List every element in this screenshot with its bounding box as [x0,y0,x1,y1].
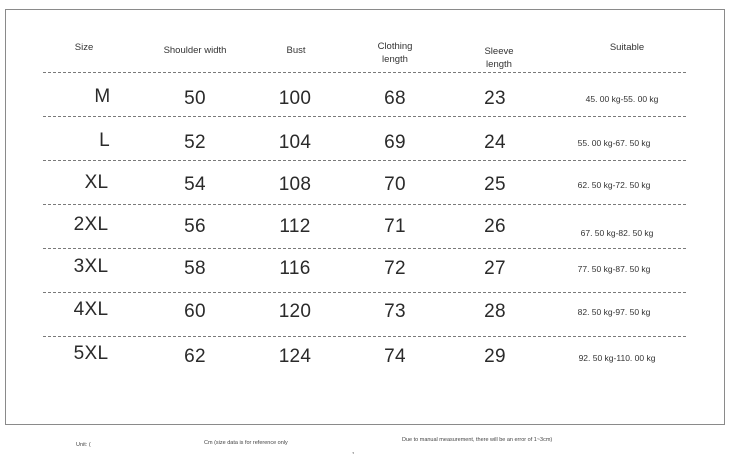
header-sleeve-line-2: length [486,59,512,70]
sleeve-cell: 29 [484,346,506,367]
size-cell: L [99,130,110,151]
bust-cell: 112 [279,216,311,237]
header-clothing-length [360,40,430,66]
suitable-cell: 77. 50 kg-87. 50 kg [577,264,651,274]
row-divider [43,336,686,337]
length-cell: 71 [384,216,406,237]
sleeve-cell: 27 [484,258,506,279]
size-cell: 3XL [73,256,109,277]
suitable-cell: 55. 00 kg-67. 50 kg [577,138,651,148]
length-cell: 68 [384,88,406,109]
suitable-cell: 82. 50 kg-97. 50 kg [577,307,651,317]
bust-cell: 108 [278,174,312,195]
row-divider [43,160,686,161]
bust-cell: 116 [279,258,311,279]
size-cell: 4XL [73,299,109,320]
row-divider [43,292,686,293]
row-divider [43,204,686,205]
footer-unit: Unit: ( [76,442,91,448]
shoulder-cell: 52 [184,132,206,153]
footer-cm-note: Cm (size data is for reference only [204,440,288,446]
shoulder-cell: 56 [184,216,206,237]
shoulder-cell: 62 [184,346,206,367]
bust-cell: 124 [278,346,312,367]
shoulder-cell: 60 [184,301,206,322]
size-cell: 5XL [73,343,109,364]
suitable-cell: 45. 00 kg-55. 00 kg [585,94,659,104]
size-cell: XL [84,172,109,193]
header-sleeve-length [464,45,534,71]
footer-comma: , [352,446,355,455]
header-shoulder-width: Shoulder width [163,45,227,56]
row-divider [43,116,686,117]
sleeve-cell: 23 [484,88,506,109]
length-cell: 70 [384,174,406,195]
length-cell: 74 [384,346,406,367]
bust-cell: 120 [278,301,312,322]
length-cell: 72 [384,258,406,279]
sleeve-cell: 24 [484,132,506,153]
size-cell: 2XL [73,214,109,235]
suitable-cell: 67. 50 kg-82. 50 kg [580,228,654,238]
length-cell: 69 [384,132,406,153]
sleeve-cell: 28 [484,301,506,322]
header-clothing-line-2: length [382,54,408,65]
header-size: Size [74,42,94,53]
header-suitable: Suitable [609,42,645,53]
shoulder-cell: 58 [184,258,206,279]
shoulder-cell: 54 [184,174,206,195]
sleeve-cell: 26 [484,216,506,237]
sleeve-cell: 25 [484,174,506,195]
length-cell: 73 [384,301,406,322]
header-bust: Bust [286,45,306,56]
row-divider [43,72,686,73]
bust-cell: 100 [278,88,312,109]
suitable-cell: 62. 50 kg-72. 50 kg [577,180,651,190]
suitable-cell: 92. 50 kg-110. 00 kg [578,353,656,363]
size-cell: M [94,86,111,107]
bust-cell: 104 [278,132,312,153]
header-sleeve-line-1: Sleeve [484,46,514,57]
shoulder-cell: 50 [184,88,206,109]
row-divider [43,248,686,249]
header-clothing-line-1: Clothing [377,41,413,52]
footer-error-note: Due to manual measurement, there will be an error of 1~3cm) [402,437,553,443]
